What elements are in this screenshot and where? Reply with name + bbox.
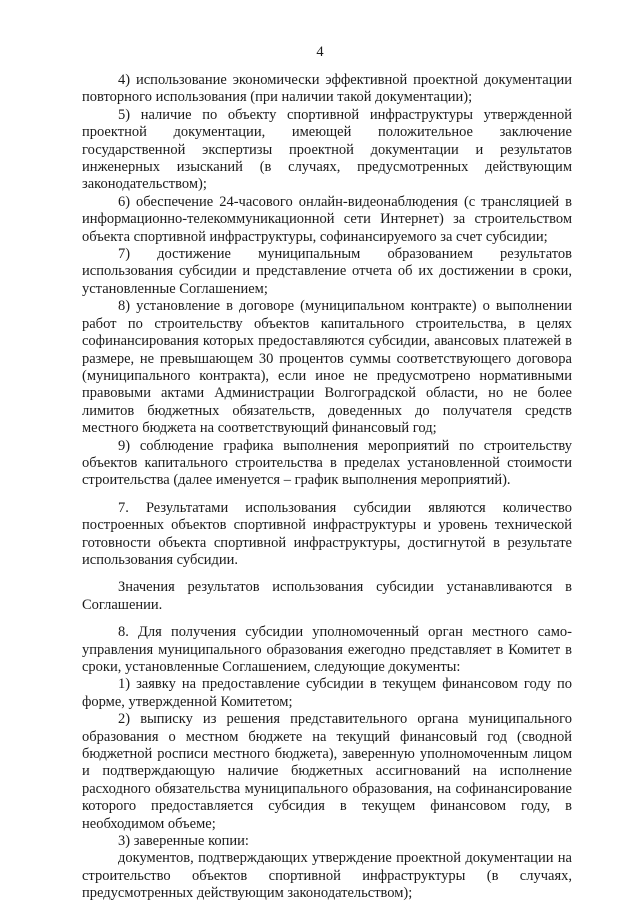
paragraph-item-4: 4) использование экономически эффективной проектной документации повторного использования (при наличии такой документации); xyxy=(82,72,572,106)
document-item-1: 1) заявку на предоставление субсидии в текущем финансовом году по форме, утвержденной Комитетом; xyxy=(82,676,572,710)
paragraph-item-5: 5) наличие по объекту спортивной инфраструктуры утвержденной проектной документации, имеющей положительное заключение государственной экспертизы проектной документации и результатов инженерных изысканий (в случаях, предусмотренных действующим законодательством); xyxy=(82,106,572,193)
document-item-3-copies: документов, подтверждающих утверждение проектной документации на строительство объектов спортивной инфраструктуры (в случаях, предусмотренных действующим законодательством); xyxy=(82,850,572,902)
paragraph-item-7: 7) достижение муниципальным образованием результатов использования субсидии и представление отчета об их достижении в сроки, установленные Соглашением; xyxy=(82,246,572,297)
document-body xyxy=(82,72,572,903)
section-7-results: 7. Результатами использования субсидии являются количество построенных объектов спортивной инфраструктуры и уровень технической готовности объекта спортивной инфраструктуры, достигнутой в результате использования субсидии. xyxy=(82,499,572,568)
section-8-documents: 8. Для получения субсидии уполномоченный орган местного само-управления муниципального образования ежегодно представляет в Комитет в сроки, установленные Соглашением, следующие документы: xyxy=(82,624,572,675)
document-item-3: 3) заверенные копии: xyxy=(118,833,249,850)
results-values-note: Значения результатов использования субсидии устанавливаются в Соглашении. xyxy=(82,579,572,613)
paragraph-item-9: 9) соблюдение графика выполнения мероприятий по строительству объектов капитального строительства в пределах установленной стоимости строительства (далее именуется – график выполнения мероприятий). xyxy=(82,437,572,489)
page-number: 4 xyxy=(316,44,324,60)
paragraph-item-6: 6) обеспечение 24-часового онлайн-видеонаблюдения (с трансляцией в информационно-телекоммуникационной сети Интернет) за строительством объекта спортивной инфраструктуры, софинансируемого за счет субсидии; xyxy=(82,193,572,245)
document-item-2: 2) выписку из решения представительного органа муниципального образования о местном бюджете на текущий финансовый год (сводной бюджетной росписи местного бюджета), заверенную уполномоченным лицом и подтверждающую наличие бюджетных ассигнований на исполнение расходного обязательства муниципального образования, на софинансирование которого предоставляется субсидия в текущем финансовом году, в необходимом объеме; xyxy=(82,711,572,832)
paragraph-item-8: 8) установление в договоре (муниципальном контракте) о выполнении работ по строительству объектов капитального строительства, в целях софинансирования которых предоставляются субсидии, авансовых платежей в размере, не превышающем 30 процентов суммы соответствующего договора (муниципального контракта), если иное не предусмотрено нормативными правовыми актами Администрации Волгоградской области, но не более лимитов бюджетных обязательств, доведенных до получателя средств местного бюджета на соответствующий финансовый год; xyxy=(82,298,572,437)
